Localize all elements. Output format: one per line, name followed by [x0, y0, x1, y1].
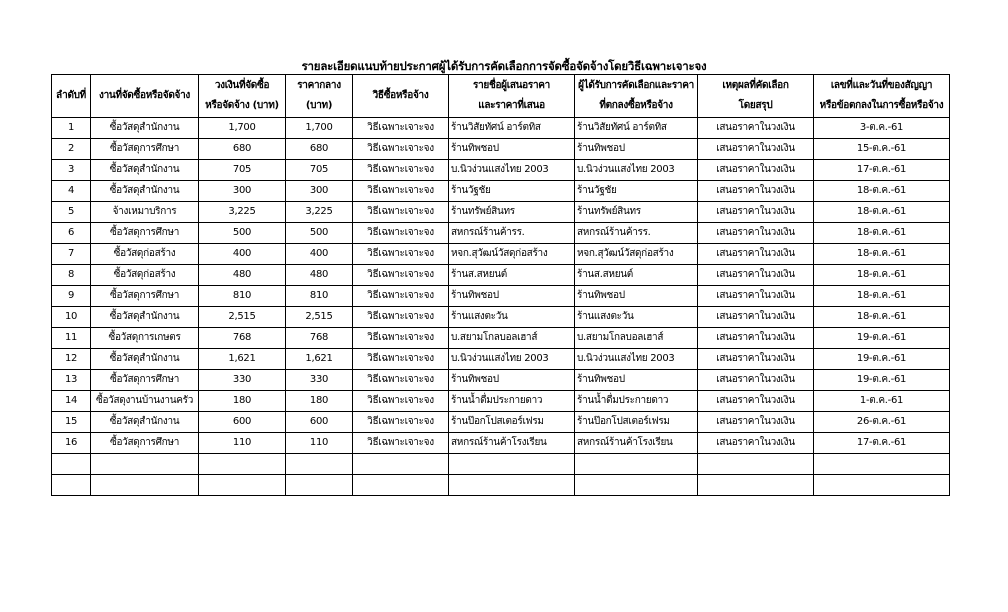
cell-procurement-task: ซื้อวัสดุสำนักงาน [91, 181, 199, 202]
cell-procurement-method: วิธีเฉพาะเจาะจง [353, 265, 449, 286]
cell-budget-amount: 180 [199, 391, 286, 412]
header-contract-number-date [814, 75, 950, 118]
header-procurement-task [91, 75, 199, 118]
table-row [52, 433, 950, 454]
cell-contract-number-date: 18-ต.ค.-61 [814, 265, 950, 286]
table-row [52, 202, 950, 223]
cell-median-price: 2,515 [286, 307, 353, 328]
cell-selection-reason: เสนอราคาในวงเงิน [698, 370, 814, 391]
cell-item-number: 15 [52, 412, 91, 433]
cell-contract-number-date: 19-ต.ค.-61 [814, 370, 950, 391]
cell-procurement-task: ซื้อวัสดุก่อสร้าง [91, 265, 199, 286]
cell-procurement-method: วิธีเฉพาะเจาะจง [353, 139, 449, 160]
cell-procurement-method: วิธีเฉพาะเจาะจง [353, 349, 449, 370]
cell-budget-amount: 705 [199, 160, 286, 181]
cell-budget-amount: 2,515 [199, 307, 286, 328]
cell-selection-reason: เสนอราคาในวงเงิน [698, 244, 814, 265]
cell-procurement-task: ซื้อวัสดุสำนักงาน [91, 349, 199, 370]
cell-selection-reason: เสนอราคาในวงเงิน [698, 433, 814, 454]
header-line: เหตุผลที่คัดเลือก [722, 80, 789, 91]
cell-bidders-and-prices: ร้านน้ำดื่มประกายดาว [449, 391, 575, 412]
table-row [52, 328, 950, 349]
cell-selected-vendor: บ.นิวง่วนแสงไทย 2003 [575, 160, 698, 181]
cell-bidders-and-prices [449, 475, 575, 496]
header-line: และราคาที่เสนอ [478, 100, 545, 111]
cell-item-number: 6 [52, 223, 91, 244]
cell-item-number: 8 [52, 265, 91, 286]
cell-procurement-task: ซื้อวัสดุสำนักงาน [91, 412, 199, 433]
cell-budget-amount: 810 [199, 286, 286, 307]
cell-bidders-and-prices: ร้านวัฐชัย [449, 181, 575, 202]
cell-item-number: 7 [52, 244, 91, 265]
table-row [52, 475, 950, 496]
header-selection-reason [698, 75, 814, 118]
cell-contract-number-date: 15-ต.ค.-61 [814, 139, 950, 160]
cell-procurement-method: วิธีเฉพาะเจาะจง [353, 244, 449, 265]
cell-selected-vendor: ร้านแสงตะวัน [575, 307, 698, 328]
cell-contract-number-date: 19-ต.ค.-61 [814, 328, 950, 349]
table-row [52, 160, 950, 181]
cell-procurement-method: วิธีเฉพาะเจาะจง [353, 391, 449, 412]
cell-procurement-method: วิธีเฉพาะเจาะจง [353, 160, 449, 181]
cell-selected-vendor: ร้านน้ำดื่มประกายดาว [575, 391, 698, 412]
cell-median-price: 480 [286, 265, 353, 286]
cell-item-number: 5 [52, 202, 91, 223]
cell-selection-reason: เสนอราคาในวงเงิน [698, 160, 814, 181]
table-row [52, 265, 950, 286]
cell-contract-number-date: 18-ต.ค.-61 [814, 223, 950, 244]
cell-median-price: 810 [286, 286, 353, 307]
cell-median-price: 680 [286, 139, 353, 160]
cell-selected-vendor [575, 454, 698, 475]
cell-contract-number-date: 1-ต.ค.-61 [814, 391, 950, 412]
table-row [52, 139, 950, 160]
cell-procurement-method: วิธีเฉพาะเจาะจง [353, 433, 449, 454]
table-row [52, 286, 950, 307]
cell-selected-vendor: ร้านป๊อกโปสเตอร์เฟรม [575, 412, 698, 433]
cell-selection-reason: เสนอราคาในวงเงิน [698, 118, 814, 139]
cell-budget-amount: 3,225 [199, 202, 286, 223]
cell-bidders-and-prices: ร้านทิพชอป [449, 139, 575, 160]
cell-bidders-and-prices: สหกรณ์ร้านค้ารร. [449, 223, 575, 244]
cell-item-number: 14 [52, 391, 91, 412]
cell-item-number: 9 [52, 286, 91, 307]
cell-item-number: 2 [52, 139, 91, 160]
cell-budget-amount: 1,621 [199, 349, 286, 370]
cell-selected-vendor: ร้านวัฐชัย [575, 181, 698, 202]
cell-contract-number-date: 26-ต.ค.-61 [814, 412, 950, 433]
cell-procurement-task: ซื้อวัสดุสำนักงาน [91, 118, 199, 139]
cell-item-number: 16 [52, 433, 91, 454]
cell-procurement-task: ซื้อวัสดุการศึกษา [91, 286, 199, 307]
cell-median-price: 768 [286, 328, 353, 349]
table-row [52, 181, 950, 202]
cell-procurement-task: จ้างเหมาบริการ [91, 202, 199, 223]
header-line: ผู้ได้รับการคัดเลือกและราคา [578, 80, 694, 91]
cell-selected-vendor: หจก.สุวัฒน์วัสดุก่อสร้าง [575, 244, 698, 265]
cell-bidders-and-prices: ร้านทิพชอป [449, 370, 575, 391]
cell-bidders-and-prices: บ.นิวง่วนแสงไทย 2003 [449, 160, 575, 181]
cell-bidders-and-prices: ร้านทิพชอป [449, 286, 575, 307]
table-row [52, 454, 950, 475]
cell-procurement-task: ซื้อวัสดุการศึกษา [91, 223, 199, 244]
cell-bidders-and-prices: ร้านป๊อกโปสเตอร์เฟรม [449, 412, 575, 433]
cell-contract-number-date: 18-ต.ค.-61 [814, 202, 950, 223]
cell-median-price [286, 454, 353, 475]
cell-selected-vendor: ร้านทิพชอป [575, 286, 698, 307]
cell-selection-reason: เสนอราคาในวงเงิน [698, 265, 814, 286]
cell-median-price [286, 475, 353, 496]
cell-budget-amount: 300 [199, 181, 286, 202]
cell-item-number: 3 [52, 160, 91, 181]
header-line: ราคากลาง [297, 80, 341, 91]
cell-bidders-and-prices: สหกรณ์ร้านค้าโรงเรียน [449, 433, 575, 454]
table-row [52, 412, 950, 433]
cell-item-number [52, 475, 91, 496]
cell-selected-vendor: ร้านวิสัยทัศน์ อาร์ตทิส [575, 118, 698, 139]
cell-procurement-method: วิธีเฉพาะเจาะจง [353, 412, 449, 433]
table-row [52, 349, 950, 370]
cell-median-price: 330 [286, 370, 353, 391]
cell-budget-amount: 480 [199, 265, 286, 286]
cell-contract-number-date: 18-ต.ค.-61 [814, 181, 950, 202]
cell-procurement-method: วิธีเฉพาะเจาะจง [353, 202, 449, 223]
cell-procurement-task: ซื้อวัสดุการเกษตร [91, 328, 199, 349]
cell-budget-amount: 1,700 [199, 118, 286, 139]
cell-budget-amount: 680 [199, 139, 286, 160]
cell-selection-reason: เสนอราคาในวงเงิน [698, 286, 814, 307]
cell-selection-reason: เสนอราคาในวงเงิน [698, 349, 814, 370]
cell-selected-vendor: บ.นิวง่วนแสงไทย 2003 [575, 349, 698, 370]
cell-selected-vendor: ร้านทิพชอป [575, 139, 698, 160]
cell-median-price: 110 [286, 433, 353, 454]
cell-median-price: 1,621 [286, 349, 353, 370]
cell-bidders-and-prices: บ.สยามโกลบอลเฮาส์ [449, 328, 575, 349]
cell-budget-amount: 768 [199, 328, 286, 349]
cell-procurement-method: วิธีเฉพาะเจาะจง [353, 307, 449, 328]
table-row [52, 307, 950, 328]
table-row [52, 391, 950, 412]
cell-contract-number-date: 17-ต.ค.-61 [814, 160, 950, 181]
cell-median-price: 1,700 [286, 118, 353, 139]
cell-procurement-method: วิธีเฉพาะเจาะจง [353, 118, 449, 139]
header-budget-amount [199, 75, 286, 118]
header-line: ที่ตกลงซื้อหรือจ้าง [599, 100, 673, 111]
cell-procurement-method: วิธีเฉพาะเจาะจง [353, 370, 449, 391]
cell-median-price: 300 [286, 181, 353, 202]
cell-selection-reason: เสนอราคาในวงเงิน [698, 139, 814, 160]
cell-contract-number-date [814, 454, 950, 475]
header-line: งานที่จัดซื้อหรือจัดจ้าง [99, 90, 190, 101]
cell-procurement-task: ซื้อวัสดุสำนักงาน [91, 307, 199, 328]
cell-item-number [52, 454, 91, 475]
cell-item-number: 4 [52, 181, 91, 202]
cell-selection-reason [698, 475, 814, 496]
cell-selection-reason: เสนอราคาในวงเงิน [698, 412, 814, 433]
cell-selection-reason: เสนอราคาในวงเงิน [698, 202, 814, 223]
header-median-price [286, 75, 353, 118]
cell-procurement-task: ซื้อวัสดุสำนักงาน [91, 160, 199, 181]
cell-procurement-method [353, 475, 449, 496]
cell-budget-amount: 500 [199, 223, 286, 244]
header-line: (บาท) [305, 100, 333, 111]
cell-contract-number-date: 18-ต.ค.-61 [814, 307, 950, 328]
header-procurement-method [353, 75, 449, 118]
cell-median-price: 600 [286, 412, 353, 433]
cell-budget-amount: 400 [199, 244, 286, 265]
header-line: หรือข้อตกลงในการซื้อหรือจ้าง [819, 100, 944, 111]
cell-median-price: 180 [286, 391, 353, 412]
cell-median-price: 3,225 [286, 202, 353, 223]
cell-median-price: 400 [286, 244, 353, 265]
cell-selected-vendor: สหกรณ์ร้านค้ารร. [575, 223, 698, 244]
cell-procurement-method: วิธีเฉพาะเจาะจง [353, 328, 449, 349]
header-line: เลขที่และวันที่ของสัญญา [830, 80, 933, 91]
header-line: ลำดับที่ [56, 90, 86, 101]
header-bidders-and-prices [449, 75, 575, 118]
cell-selection-reason: เสนอราคาในวงเงิน [698, 307, 814, 328]
cell-procurement-task: ซื้อวัสดุงานบ้านงานครัว [91, 391, 199, 412]
cell-selected-vendor: ร้านทิพชอป [575, 370, 698, 391]
cell-bidders-and-prices: บ.นิวง่วนแสงไทย 2003 [449, 349, 575, 370]
cell-bidders-and-prices: ร้านส.สหยนต์ [449, 265, 575, 286]
cell-contract-number-date: 19-ต.ค.-61 [814, 349, 950, 370]
cell-selection-reason: เสนอราคาในวงเงิน [698, 181, 814, 202]
header-line: หรือจัดจ้าง (บาท) [205, 100, 279, 111]
document-title: รายละเอียดแนบท้ายประกาศผู้ได้รับการคัดเลือกการจัดซื้อจัดจ้างโดยวิธีเฉพาะเจาะจง [301, 59, 707, 73]
cell-contract-number-date: 18-ต.ค.-61 [814, 286, 950, 307]
header-line: โดยสรุป [738, 100, 773, 111]
cell-item-number: 10 [52, 307, 91, 328]
cell-selection-reason: เสนอราคาในวงเงิน [698, 328, 814, 349]
cell-item-number: 1 [52, 118, 91, 139]
cell-budget-amount: 110 [199, 433, 286, 454]
cell-selected-vendor: ร้านส.สหยนต์ [575, 265, 698, 286]
cell-selection-reason [698, 454, 814, 475]
table-row [52, 244, 950, 265]
cell-selected-vendor: สหกรณ์ร้านค้าโรงเรียน [575, 433, 698, 454]
table-row [52, 223, 950, 244]
cell-median-price: 500 [286, 223, 353, 244]
cell-selection-reason: เสนอราคาในวงเงิน [698, 223, 814, 244]
cell-item-number: 12 [52, 349, 91, 370]
cell-procurement-task [91, 454, 199, 475]
cell-bidders-and-prices: ร้านวิสัยทัศน์ อาร์ตทิส [449, 118, 575, 139]
procurement-table [51, 74, 950, 496]
cell-procurement-task: ซื้อวัสดุการศึกษา [91, 433, 199, 454]
cell-procurement-task: ซื้อวัสดุก่อสร้าง [91, 244, 199, 265]
header-line: รายชื่อผู้เสนอราคา [473, 80, 550, 91]
cell-bidders-and-prices: หจก.สุวัฒน์วัสดุก่อสร้าง [449, 244, 575, 265]
cell-selection-reason: เสนอราคาในวงเงิน [698, 391, 814, 412]
cell-bidders-and-prices: ร้านแสงตะวัน [449, 307, 575, 328]
cell-budget-amount [199, 475, 286, 496]
cell-contract-number-date: 17-ต.ค.-61 [814, 433, 950, 454]
cell-item-number: 13 [52, 370, 91, 391]
cell-contract-number-date [814, 475, 950, 496]
table-row [52, 118, 950, 139]
cell-item-number: 11 [52, 328, 91, 349]
cell-selected-vendor: บ.สยามโกลบอลเฮาส์ [575, 328, 698, 349]
header-line: วงเงินที่จัดซื้อ [214, 80, 270, 91]
cell-selected-vendor [575, 475, 698, 496]
cell-procurement-method [353, 454, 449, 475]
cell-budget-amount: 330 [199, 370, 286, 391]
cell-budget-amount: 600 [199, 412, 286, 433]
cell-selected-vendor: ร้านทรัพย์สินทร [575, 202, 698, 223]
cell-bidders-and-prices [449, 454, 575, 475]
cell-procurement-task [91, 475, 199, 496]
cell-procurement-task: ซื้อวัสดุการศึกษา [91, 370, 199, 391]
table-body [52, 118, 950, 496]
cell-bidders-and-prices: ร้านทรัพย์สินทร [449, 202, 575, 223]
cell-budget-amount [199, 454, 286, 475]
header-item-number [52, 75, 91, 118]
cell-procurement-method: วิธีเฉพาะเจาะจง [353, 286, 449, 307]
header-line: วิธีซื้อหรือจ้าง [372, 90, 429, 101]
header-selected-vendor [575, 75, 698, 118]
cell-contract-number-date: 18-ต.ค.-61 [814, 244, 950, 265]
table-header-row [52, 75, 950, 118]
cell-median-price: 705 [286, 160, 353, 181]
cell-procurement-method: วิธีเฉพาะเจาะจง [353, 223, 449, 244]
cell-procurement-task: ซื้อวัสดุการศึกษา [91, 139, 199, 160]
cell-procurement-method: วิธีเฉพาะเจาะจง [353, 181, 449, 202]
table-row [52, 370, 950, 391]
cell-contract-number-date: 3-ต.ค.-61 [814, 118, 950, 139]
